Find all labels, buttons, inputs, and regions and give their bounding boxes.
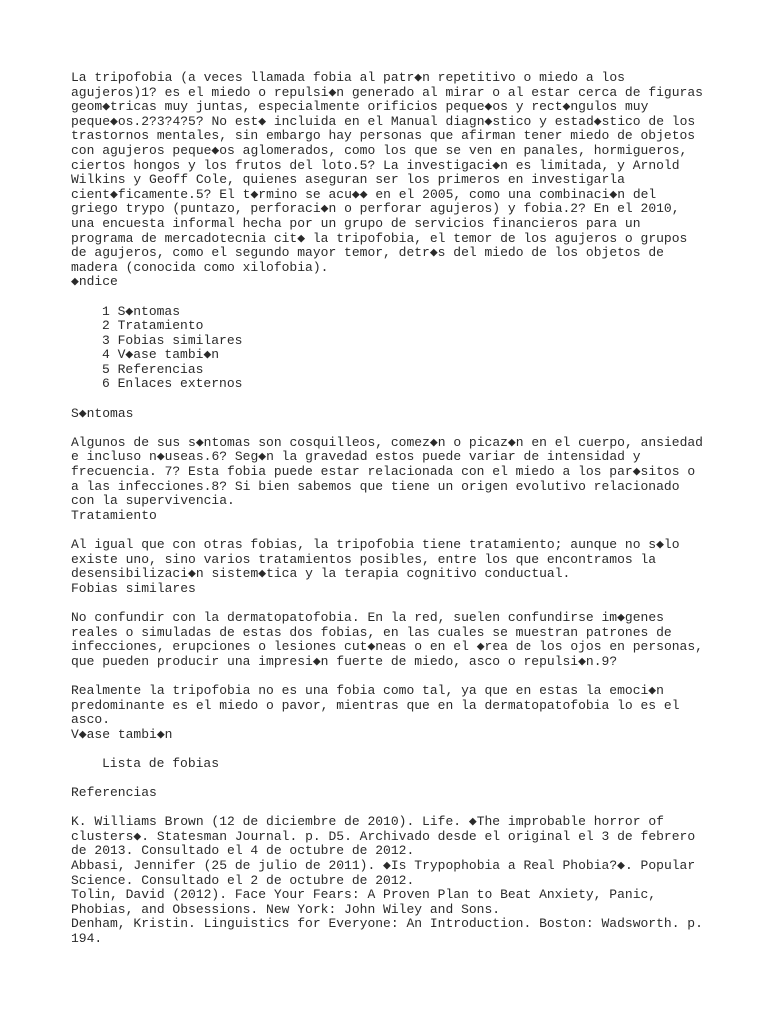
section-heading-fobias-similares: Fobias similares: [71, 580, 196, 596]
toc-item: 3 Fobias similares: [102, 332, 243, 348]
toc-list: [71, 305, 708, 393]
toc-item: 2 Tratamiento: [102, 318, 204, 334]
vease-item: Lista de fobias: [102, 755, 220, 771]
reference-item: Tolin, David (2012). Face Your Fears: A Proven Plan to Beat Anxiety, Panic, Phobias, and Obsessions. New York: John Wiley and Sons.: [71, 887, 664, 917]
toc-heading: ◆ndice: [71, 274, 118, 290]
reference-item: Abbasi, Jennifer (25 de julio de 2011). ◆Is Trypophobia a Real Phobia?◆. Popular Science. Consultado el 2 de octubre de 2012.: [71, 858, 703, 888]
toc-item: 5 Referencias: [102, 361, 204, 377]
toc-item: 6 Enlaces externos: [102, 376, 243, 392]
reference-item: Denham, Kristin. Linguistics for Everyone: An Introduction. Boston: Wadsworth. p. 194.: [71, 916, 711, 947]
toc-item: 1 S◆ntomas: [102, 303, 181, 319]
fobias-similares-paragraph-2: Realmente la tripofobia no es una fobia como tal, ya que en estas la emoci◆n predominante es el miedo o pavor, mientras que en la dermatopatofobia lo es el asco.: [71, 682, 688, 728]
toc-item: 4 V◆ase tambi◆n: [102, 347, 220, 363]
section-heading-tratamiento: Tratamiento: [71, 507, 157, 523]
fobias-similares-paragraph-1: No confundir con la dermatopatofobia. En la red, suelen confundirse im◆genes reales o simuladas de estas dos fobias, en las cuales se muestran patrones de infecciones, erupciones o lesiones cut◆neas o en el ◆rea de los ojos en personas, que pueden producir una impresi◆n fuerte de miedo, asco o repulsi◆n.9?: [71, 609, 711, 669]
sintomas-paragraph: Algunos de sus s◆ntomas son cosquilleos, comez◆n o picaz◆n en el cuerpo, ansiedad e incluso n◆useas.6? Seg◆n la gravedad estos puede variar de intensidad y frecuencia. 7? Esta fobia puede estar relacionada con el miedo a los par◆sitos o a las infecciones.8? Si bien sabemos que tiene un origen evolutivo relacionado con la supervivencia.: [71, 434, 711, 509]
section-heading-vease: V◆ase tambi◆n: [71, 726, 173, 742]
tratamiento-paragraph: Al igual que con otras fobias, la tripofobia tiene tratamiento; aunque no s◆lo existe uno, sino varios tratamientos posibles, entre los que encontramos la desensibilizaci◆n sistem◆tica y la terapia cognitivo conductual.: [71, 537, 688, 582]
section-heading-referencias: Referencias: [71, 785, 157, 801]
section-heading-sintomas: S◆ntomas: [71, 405, 134, 421]
intro-paragraph: La tripofobia (a veces llamada fobia al patr◆n repetitivo o miedo a los agujeros)1? es el miedo o repulsi◆n generado al mirar o al estar cerca de figuras geom◆tricas muy juntas, especialmente orificios peque◆os y rect◆ngulos muy peque◆os.2?3?4?5? No est◆ incluida en el Manual diagn◆stico y estad◆stico de los trastornos mentales, sin embargo hay personas que afirman tener miedo de objetos con agujeros peque◆os aglomerados, como los que se ven en panales, hormigueros, ciertos hongos y los frutos del loto.5? La investigaci◆n es limitada, y Arnold Wilkins y Geoff Cole, quienes aseguran ser los primeros en investigarla cient◆ficamente.5? El t◆rmino se acu◆◆ en el 2005, como una combinaci◆n del griego trypo (puntazo, perforaci◆n o perforar agujeros) y fobia.2? En el 2010, una encuesta informal hecha por un grupo de servicios financieros para un programa de mercadotecnia cit◆ la tripofobia, el temor de los agujeros o grupos de agujeros, como el segundo mayor temor, detr◆s del miedo de los objetos de madera (conocida como xilofobia).: [71, 70, 711, 275]
reference-item: K. Williams Brown (12 de diciembre de 2010). Life. ◆The improbable horror of clusters◆. Statesman Journal. p. D5. Archivado desde el original el 3 de febrero de 2013. Consultado el 4 de octubre de 2012.: [71, 814, 703, 859]
